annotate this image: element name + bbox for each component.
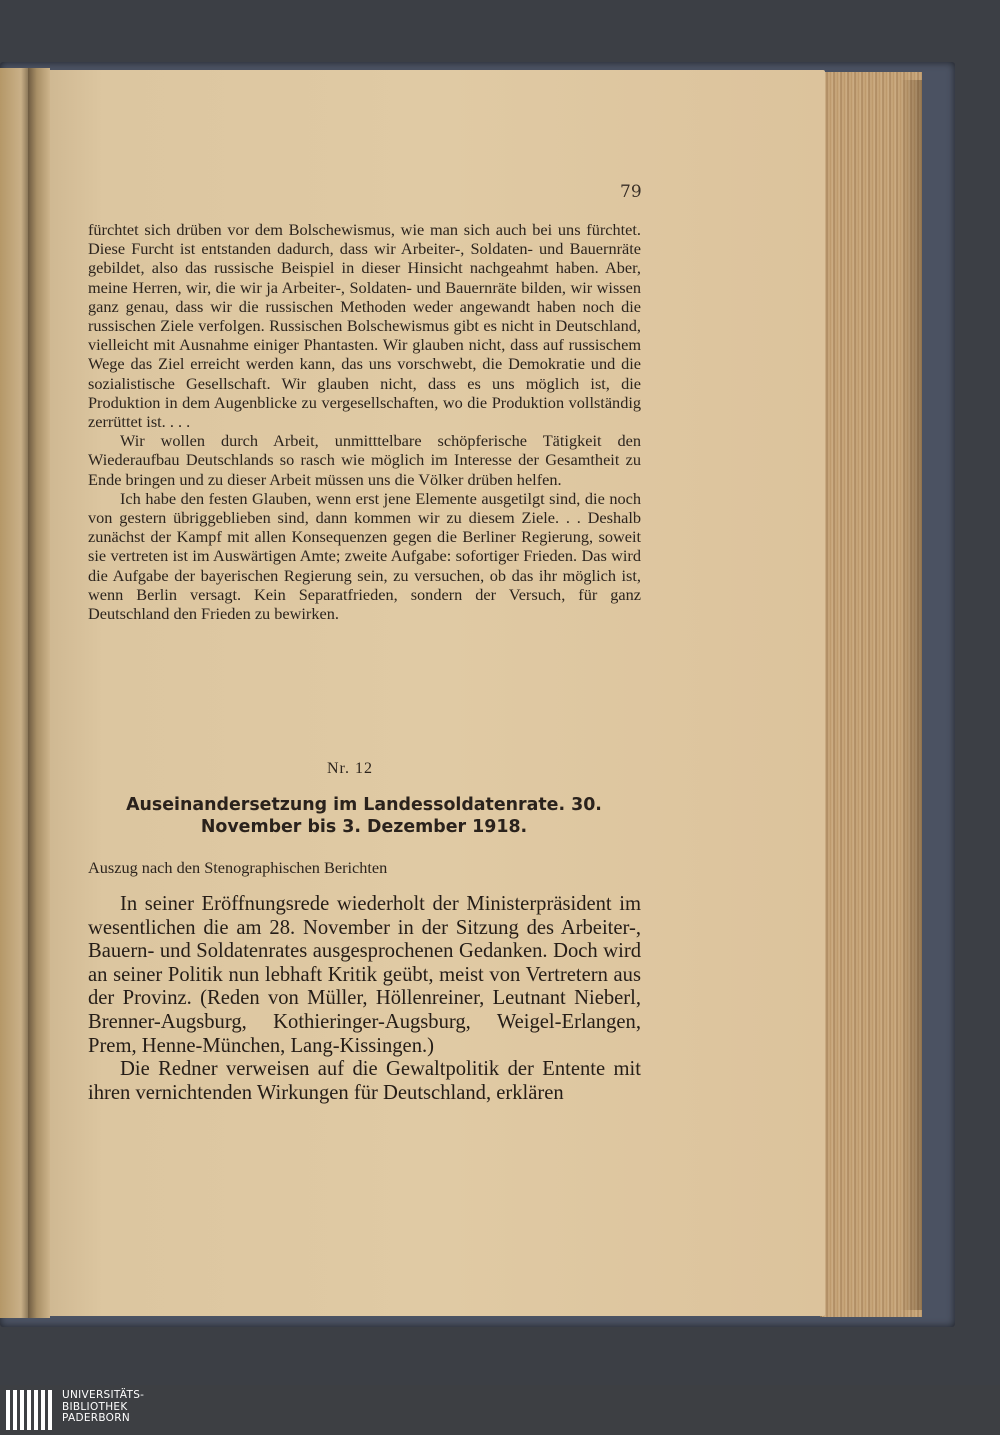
section-subtitle: Auszug nach den Stenographischen Berichten [88, 858, 388, 877]
page-number: 79 [620, 182, 642, 202]
page-edges-shadow [900, 80, 922, 1310]
paragraph: fürchtet sich drüben vor dem Bolschewismus, wie man sich auch bei uns fürchtet. Diese Furcht ist entstanden dadurch, dass wir Arbeiter-, Soldaten- und Bauernräte gebildet, also das russische Beispiel in dieser Hinsicht nachgeahmt haben. Aber, meine Herren, wir, die wir ja Arbeiter-, Soldaten- und Bauernräte bilden, wir wissen ganz genau, dass wir die russischen Methoden weder angewandt haben noch die russischen Ziele verfolgen. Russischen Bolschewismus gibt es nicht in Deutschland, vielleicht mit Ausnahme einiger Phantasten. Wir glauben nicht, dass auf russischem Wege das Ziel erreicht werden kann, das uns vorschwebt, die Demokratie und die sozialistische Gesellschaft. Wir glauben nicht, dass es uns möglich ist, die Produktion in dem Augenblicke zu vergesellschaften, wo die Produktion vollständig zerrüttet ist. . . . [88, 220, 641, 432]
logo-line: PADERBORN [62, 1412, 130, 1424]
left-page-edge [0, 68, 30, 1318]
paragraph: In seiner Eröffnungsrede wiederholt der Ministerpräsident im wesentlichen die am 28. November in der Sitzung des Arbeiter-, Bauern- und Soldatenrates ausgesprochenen Gedanken. Doch wird an seiner Politik nun lebhaft Kritik geübt, meist von Vertretern aus der Provinz. (Reden von Müller, Höllenreiner, Leutnant Nieberl, Brenner-Augsburg, Kothieringer-Augsburg, Weigel-Erlangen, Prem, Henne-München, Lang-Kissingen.) [88, 893, 641, 1057]
book-gutter [28, 68, 50, 1318]
footer-bar [0, 1385, 1000, 1435]
logo-line: UNIVERSITÄTS- [62, 1389, 145, 1401]
logo-bars-icon [6, 1390, 52, 1430]
library-logo[interactable] [6, 1390, 144, 1430]
section-heading: Auseinandersetzung im Landessoldatenrate. 30. November bis 3. Dezember 1918. [126, 795, 602, 837]
paragraph: Wir wollen durch Arbeit, unmitttelbare schöpferische Tätigkeit den Wiederaufbau Deutschlands so rasch wie möglich im Interesse der Gesamtheit zu Ende bringen und zu dieser Arbeit müssen uns die Völker drüben helfen. [88, 431, 641, 489]
section-body [88, 893, 641, 1105]
paragraph: Die Redner verweisen auf die Gewaltpolitik der Entente mit ihren vernichtenden Wirkungen für Deutschland, erklären [88, 1058, 641, 1104]
section-number: Nr. 12 [327, 760, 373, 777]
logo-line: BIBLIOTHEK [62, 1400, 128, 1413]
paragraph: Ich habe den festen Glauben, wenn erst jene Elemente ausgetilgt sind, die noch von gestern übriggeblieben sind, dann kommen wir zu diesem Ziele. . . Deshalb zunächst der Kampf mit allen Konsequenzen gegen die Berliner Regierung, soweit sie vertreten ist im Auswärtigen Amte; zweite Aufgabe: sofortiger Frieden. Das wird die Aufgabe der bayerischen Regierung sein, zu versuchen, ob das ihr möglich ist, wenn Berlin versagt. Kein Separatfrieden, sondern der Versuch, für ganz Deutschland den Frieden zu bewirken. [88, 488, 641, 624]
page-text [88, 220, 641, 623]
logo-text [62, 1390, 144, 1425]
